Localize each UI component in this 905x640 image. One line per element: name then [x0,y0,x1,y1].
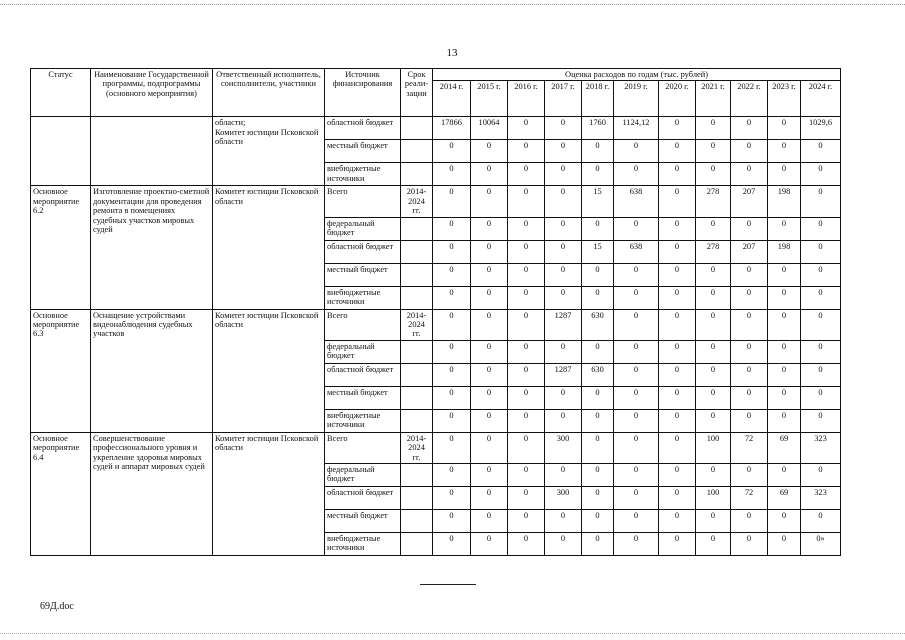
value-cell: 0 [614,386,659,409]
value-cell: 0 [471,140,508,163]
funding-source-cell: Всего [325,309,401,340]
value-cell: 0 [696,163,731,186]
value-cell: 0 [659,487,696,510]
value-cell: 0 [731,163,768,186]
value-cell: 0 [582,464,614,487]
value-cell: 0 [731,409,768,432]
value-cell: 0 [508,217,545,240]
value-cell: 323 [801,432,841,463]
funding-source-cell: областной бюджет [325,487,401,510]
value-cell: 0 [614,340,659,363]
value-cell: 0 [768,286,801,309]
value-cell: 10064 [471,117,508,140]
funding-source-cell: федеральный бюджет [325,464,401,487]
header-year: 2022 г. [731,81,768,117]
header-year: 2020 г. [659,81,696,117]
value-cell: 0 [659,263,696,286]
value-cell: 0 [659,117,696,140]
value-cell: 0 [768,309,801,340]
value-cell: 0 [545,117,582,140]
value-cell: 0 [696,140,731,163]
value-cell: 0 [696,363,731,386]
term-cell [401,240,433,263]
value-cell: 0 [582,487,614,510]
value-cell: 0 [696,117,731,140]
value-cell: 0 [508,186,545,217]
value-cell: 0 [731,117,768,140]
value-cell: 0 [545,286,582,309]
header-name: Наименование Государственной программы, подпрограммы (основного мероприятия) [91,69,213,117]
value-cell: 0 [659,163,696,186]
value-cell: 0 [508,363,545,386]
footer-rule [420,584,476,585]
term-cell [401,286,433,309]
value-cell: 17866 [433,117,471,140]
value-cell: 198 [768,186,801,217]
value-cell: 207 [731,186,768,217]
value-cell: 15 [582,240,614,263]
value-cell: 0 [471,386,508,409]
value-cell: 300 [545,432,582,463]
value-cell: 0 [433,309,471,340]
value-cell: 0 [471,487,508,510]
value-cell: 0 [471,163,508,186]
value-cell: 0 [659,340,696,363]
value-cell: 0 [659,409,696,432]
value-cell: 0 [545,464,582,487]
term-cell: 2014- 2024 гг. [401,309,433,340]
funding-source-cell: внебюджетные источники [325,286,401,309]
value-cell: 15 [582,186,614,217]
value-cell: 0 [731,286,768,309]
value-cell: 0 [471,217,508,240]
value-cell: 278 [696,240,731,263]
value-cell: 0 [731,510,768,533]
value-cell: 72 [731,432,768,463]
value-cell: 0 [801,263,841,286]
value-cell: 1287 [545,309,582,340]
table-header [31,69,841,117]
value-cell: 0 [696,340,731,363]
value-cell: 0 [659,186,696,217]
value-cell: 0 [801,163,841,186]
value-cell: 0 [582,386,614,409]
value-cell: 0 [768,140,801,163]
value-cell: 0 [768,386,801,409]
value-cell: 0 [768,464,801,487]
responsible-cell: Комитет юстиции Псковской области [213,309,325,432]
value-cell: 0 [731,263,768,286]
header-status: Статус [31,69,91,117]
value-cell: 0 [545,533,582,556]
value-cell: 198 [768,240,801,263]
term-cell [401,217,433,240]
value-cell: 0 [582,432,614,463]
value-cell: 0 [731,340,768,363]
header-year: 2021 г. [696,81,731,117]
value-cell: 0 [696,533,731,556]
value-cell: 0 [801,386,841,409]
value-cell: 0 [659,510,696,533]
value-cell: 0 [696,464,731,487]
value-cell: 0 [659,432,696,463]
funding-source-cell: местный бюджет [325,263,401,286]
value-cell: 0 [508,432,545,463]
value-cell: 0 [582,533,614,556]
value-cell: 0 [614,487,659,510]
value-cell: 0 [614,533,659,556]
value-cell: 1287 [545,363,582,386]
funding-source-cell: федеральный бюджет [325,340,401,363]
value-cell: 0 [696,510,731,533]
header-year: 2018 г. [582,81,614,117]
value-cell: 0 [614,263,659,286]
value-cell: 69 [768,487,801,510]
value-cell: 0 [433,510,471,533]
value-cell: 0 [801,309,841,340]
value-cell: 0 [768,163,801,186]
table-row [31,432,841,463]
term-cell [401,386,433,409]
value-cell: 323 [801,487,841,510]
value-cell: 0 [768,533,801,556]
value-cell: 0 [433,286,471,309]
value-cell: 0 [582,217,614,240]
value-cell: 300 [545,487,582,510]
value-cell: 0 [471,240,508,263]
table-row [31,117,841,140]
status-cell: Основное мероприятие 6.3 [31,309,91,432]
value-cell: 0 [731,217,768,240]
value-cell: 278 [696,186,731,217]
value-cell: 0 [433,340,471,363]
value-cell: 0 [471,186,508,217]
value-cell: 0 [768,263,801,286]
value-cell: 0 [768,510,801,533]
value-cell: 100 [696,487,731,510]
scan-top-edge [0,4,905,5]
value-cell: 0 [801,409,841,432]
value-cell: 0 [731,464,768,487]
term-cell: 2014- 2024 гг. [401,186,433,217]
value-cell: 0 [508,464,545,487]
funding-source-cell: Всего [325,186,401,217]
value-cell: 0 [696,409,731,432]
scan-bottom-edge [0,633,905,634]
value-cell: 0 [582,340,614,363]
value-cell: 0 [471,340,508,363]
value-cell: 0 [696,386,731,409]
value-cell: 0 [433,140,471,163]
value-cell: 207 [731,240,768,263]
value-cell: 0 [545,409,582,432]
header-year: 2014 г. [433,81,471,117]
status-cell: Основное мероприятие 6.4 [31,432,91,555]
value-cell: 0 [471,263,508,286]
value-cell: 0 [614,464,659,487]
term-cell [401,263,433,286]
value-cell: 0 [614,510,659,533]
value-cell: 0 [659,286,696,309]
responsible-cell: области; Комитет юстиции Псковской области [213,117,325,186]
value-cell: 0 [508,340,545,363]
value-cell: 0 [433,386,471,409]
value-cell: 0 [614,432,659,463]
header-estimate: Оценка расходов по годам (тыс. рублей) [433,69,841,81]
funding-source-cell: областной бюджет [325,363,401,386]
value-cell: 0 [659,464,696,487]
header-year: 2023 г. [768,81,801,117]
value-cell: 0 [768,117,801,140]
funding-source-cell: местный бюджет [325,140,401,163]
value-cell: 0 [471,309,508,340]
value-cell: 72 [731,487,768,510]
value-cell: 0 [659,240,696,263]
table-row [31,186,841,217]
value-cell: 0 [545,186,582,217]
value-cell: 0 [801,286,841,309]
value-cell: 0 [582,263,614,286]
value-cell: 0 [508,309,545,340]
value-cell: 0 [659,140,696,163]
value-cell: 0 [545,510,582,533]
value-cell: 0 [508,286,545,309]
value-cell: 630 [582,309,614,340]
term-cell [401,363,433,386]
footer-filename: 69Д.doc [40,601,74,612]
header-year: 2024 г. [801,81,841,117]
value-cell: 0 [731,533,768,556]
value-cell: 1124,12 [614,117,659,140]
value-cell: 0 [433,163,471,186]
funding-source-cell: внебюджетные источники [325,409,401,432]
value-cell: 0 [508,140,545,163]
value-cell: 0 [433,186,471,217]
value-cell: 0 [801,363,841,386]
value-cell: 0 [659,309,696,340]
value-cell: 630 [582,363,614,386]
term-cell [401,117,433,140]
value-cell: 0 [508,386,545,409]
value-cell: 0 [696,263,731,286]
table-row [31,309,841,340]
value-cell: 0 [801,186,841,217]
status-cell: Основное мероприятие 6.2 [31,186,91,309]
term-cell [401,163,433,186]
value-cell: 0 [696,309,731,340]
term-cell [401,487,433,510]
value-cell: 0 [471,286,508,309]
value-cell: 0 [614,163,659,186]
header-year: 2016 г. [508,81,545,117]
value-cell: 0 [582,140,614,163]
value-cell: 0 [433,263,471,286]
value-cell: 0 [659,217,696,240]
program-name-cell: Оснащение устройствами видеонаблюдения судебных участков [91,309,213,432]
program-name-cell [91,117,213,186]
value-cell: 0 [471,432,508,463]
value-cell: 0 [433,533,471,556]
value-cell: 0 [508,510,545,533]
funding-source-cell: Всего [325,432,401,463]
value-cell: 0 [433,409,471,432]
funding-source-cell: внебюджетные источники [325,163,401,186]
value-cell: 0 [614,140,659,163]
header-year: 2017 г. [545,81,582,117]
header-responsible: Ответственный исполнитель, соисполнители, участники [213,69,325,117]
funding-source-cell: местный бюджет [325,510,401,533]
value-cell: 0 [471,363,508,386]
value-cell: 1760 [582,117,614,140]
value-cell: 0 [545,217,582,240]
value-cell: 0 [433,363,471,386]
program-name-cell: Совершенствование профессионального уровня и укрепление здоровья мировых судей и аппарат мировых судей [91,432,213,555]
header-year: 2015 г. [471,81,508,117]
header-year: 2019 г. [614,81,659,117]
value-cell: 638 [614,240,659,263]
term-cell [401,140,433,163]
term-cell [401,464,433,487]
value-cell: 0 [768,340,801,363]
value-cell: 0 [433,487,471,510]
value-cell: 0 [696,286,731,309]
funding-source-cell: местный бюджет [325,386,401,409]
value-cell: 0 [801,240,841,263]
term-cell [401,409,433,432]
term-cell [401,340,433,363]
term-cell [401,510,433,533]
table-body [31,117,841,556]
value-cell: 0 [801,217,841,240]
value-cell: 0 [545,386,582,409]
value-cell: 0 [508,533,545,556]
value-cell: 0 [471,409,508,432]
value-cell: 100 [696,432,731,463]
value-cell: 0 [801,140,841,163]
value-cell: 0 [582,163,614,186]
term-cell [401,533,433,556]
value-cell: 0 [471,533,508,556]
value-cell: 0 [659,363,696,386]
value-cell: 0 [545,340,582,363]
value-cell: 0 [433,432,471,463]
value-cell: 0 [659,533,696,556]
value-cell: 0 [433,464,471,487]
value-cell: 0 [433,217,471,240]
value-cell: 0 [768,217,801,240]
value-cell: 0 [731,309,768,340]
funding-source-cell: областной бюджет [325,240,401,263]
value-cell: 0 [614,286,659,309]
program-name-cell: Изготовление проектно-сметной документации для проведения ремонта в помещениях судебных участков мировых судей [91,186,213,309]
value-cell: 0 [614,309,659,340]
expenditure-table [30,68,841,556]
value-cell: 0 [801,464,841,487]
responsible-cell: Комитет юстиции Псковской области [213,432,325,555]
value-cell: 0 [471,464,508,487]
value-cell: 0 [433,240,471,263]
value-cell: 0 [545,163,582,186]
value-cell: 0 [545,263,582,286]
value-cell: 0 [614,363,659,386]
value-cell: 0 [614,217,659,240]
page-number: 13 [446,47,458,59]
term-cell: 2014- 2024 гг. [401,432,433,463]
value-cell: 0 [545,240,582,263]
value-cell: 0 [768,409,801,432]
funding-source-cell: федеральный бюджет [325,217,401,240]
funding-source-cell: внебюджетные источники [325,533,401,556]
value-cell: 0 [471,510,508,533]
header-term: Срок реали-зации [401,69,433,117]
value-cell: 1029,6 [801,117,841,140]
value-cell: 0 [582,409,614,432]
value-cell: 0 [582,286,614,309]
value-cell: 0 [731,363,768,386]
value-cell: 0» [801,533,841,556]
value-cell: 0 [508,163,545,186]
value-cell: 0 [582,510,614,533]
value-cell: 0 [545,140,582,163]
value-cell: 0 [614,409,659,432]
value-cell: 0 [731,140,768,163]
value-cell: 0 [696,217,731,240]
funding-source-cell: областной бюджет [325,117,401,140]
value-cell: 0 [768,363,801,386]
value-cell: 0 [508,240,545,263]
value-cell: 0 [508,263,545,286]
header-source: Источник финансирования [325,69,401,117]
responsible-cell: Комитет юстиции Псковской области [213,186,325,309]
status-cell [31,117,91,186]
value-cell: 0 [508,117,545,140]
value-cell: 0 [508,409,545,432]
value-cell: 638 [614,186,659,217]
value-cell: 0 [659,386,696,409]
value-cell: 0 [801,340,841,363]
value-cell: 0 [801,510,841,533]
value-cell: 0 [731,386,768,409]
value-cell: 69 [768,432,801,463]
value-cell: 0 [508,487,545,510]
